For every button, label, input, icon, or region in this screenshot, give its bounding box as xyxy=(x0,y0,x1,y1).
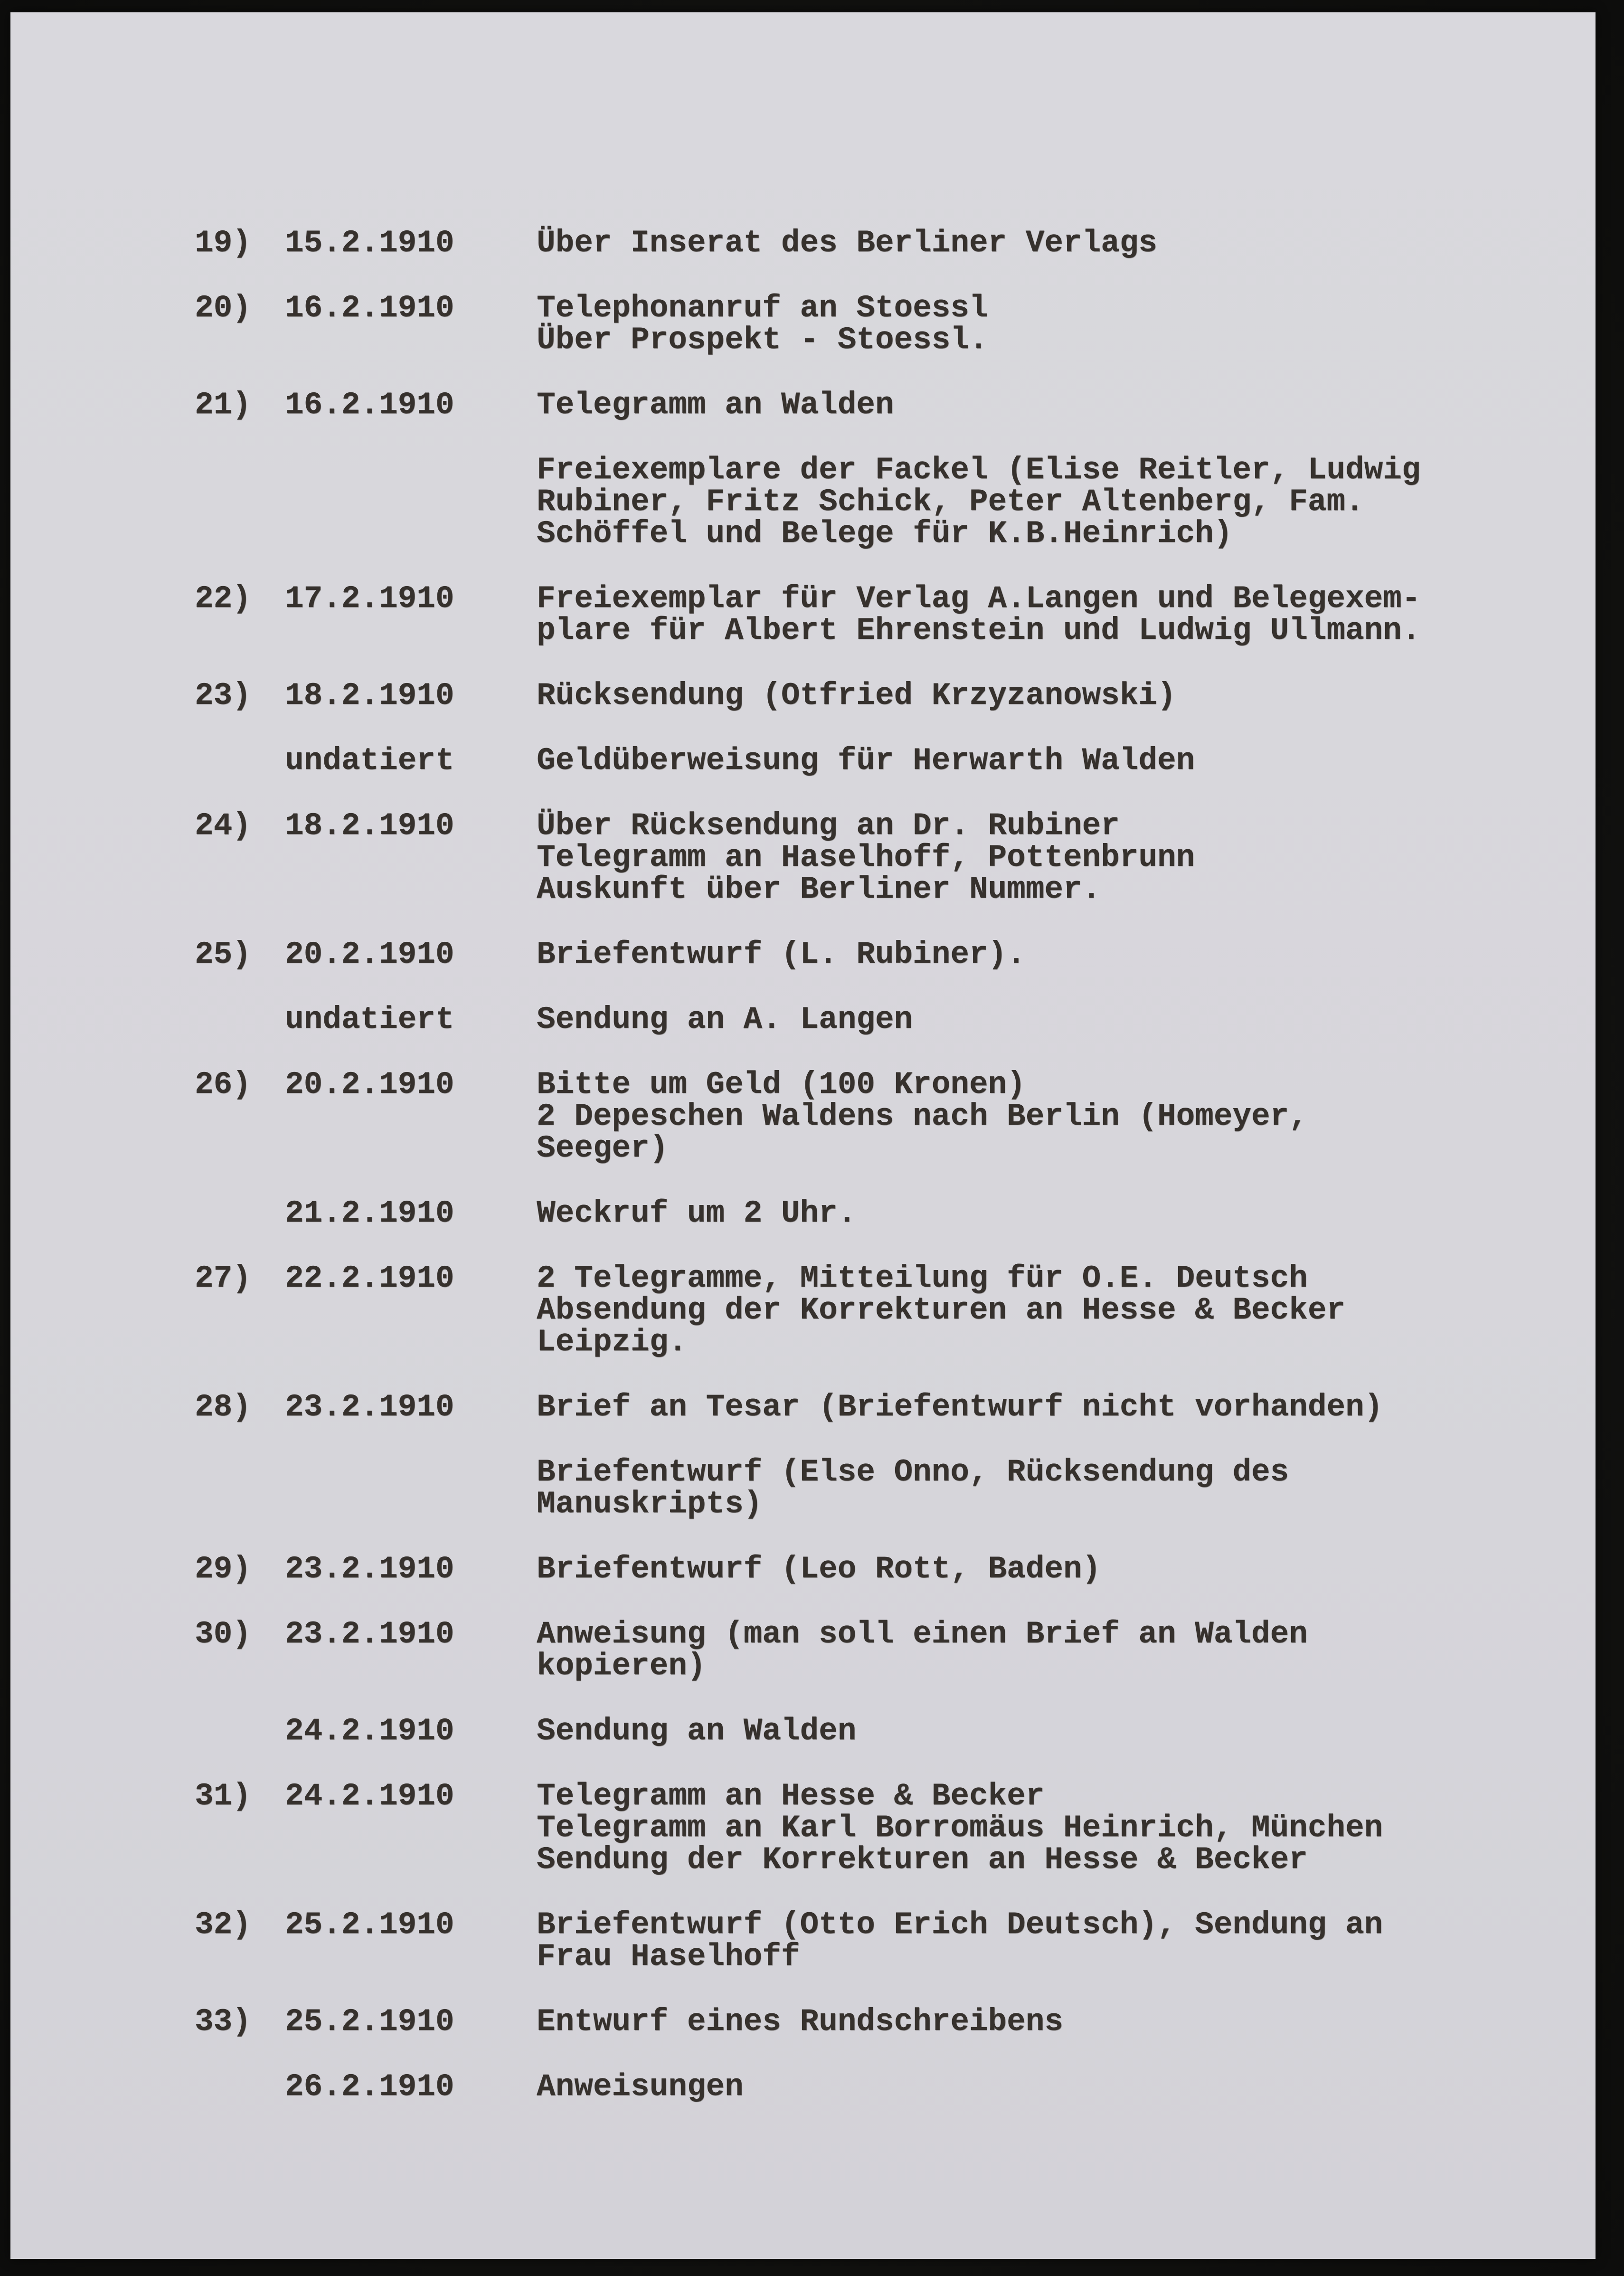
entry-description-line: Brief an Tesar (Briefentwurf nicht vorhanden) xyxy=(537,1389,1383,1425)
list-item xyxy=(195,1004,1539,1035)
entry-description-line: Weckruf um 2 Uhr. xyxy=(537,1195,857,1231)
entry-description-line: Telephonanruf an Stoessl xyxy=(537,290,988,326)
entry-description-line: Briefentwurf (Otto Erich Deutsch), Sendung an xyxy=(537,1907,1383,1943)
entry-description xyxy=(537,389,1539,421)
entry-description-line: Anweisung (man soll einen Brief an Walden xyxy=(537,1616,1308,1652)
entry-description-line: Briefentwurf (Leo Rott, Baden) xyxy=(537,1551,1101,1587)
entry-date: 20.2.1910 xyxy=(285,1067,454,1102)
entry-date: 15.2.1910 xyxy=(285,225,454,261)
entry-number: 27) xyxy=(195,1261,251,1296)
list-item xyxy=(195,1780,1539,1876)
entry-description xyxy=(537,1069,1539,1164)
entry-description-line: Frau Haselhoff xyxy=(537,1939,800,1974)
entry-description-line: kopieren) xyxy=(537,1648,706,1684)
list-item xyxy=(195,454,1539,550)
entry-description-line: 2 Depeschen Waldens nach Berlin (Homeyer, xyxy=(537,1099,1308,1134)
entry-description-line: Entwurf eines Rundschreibens xyxy=(537,2004,1063,2039)
entry-description-line: Geldüberweisung für Herwarth Walden xyxy=(537,743,1195,778)
entry-description xyxy=(537,292,1539,356)
entry-description-line: Bitte um Geld (100 Kronen) xyxy=(537,1067,1026,1102)
entry-description xyxy=(537,1780,1539,1876)
entry-date: 22.2.1910 xyxy=(285,1261,454,1296)
entry-description xyxy=(537,1391,1539,1423)
entry-description xyxy=(537,227,1539,259)
list-item xyxy=(195,745,1539,777)
entry-number: 25) xyxy=(195,937,251,972)
entry-date: 20.2.1910 xyxy=(285,937,454,972)
entry-number: 21) xyxy=(195,387,251,423)
entry-number: 30) xyxy=(195,1616,251,1652)
entry-date: 21.2.1910 xyxy=(285,1195,454,1231)
entry-description-line: Über Rücksendung an Dr. Rubiner xyxy=(537,808,1120,844)
entry-number: 32) xyxy=(195,1907,251,1943)
entry-description xyxy=(537,939,1539,970)
entry-number: 26) xyxy=(195,1067,251,1102)
list-item xyxy=(195,389,1539,421)
list-item xyxy=(195,680,1539,711)
entry-date: 16.2.1910 xyxy=(285,387,454,423)
entry-date: 23.2.1910 xyxy=(285,1616,454,1652)
entry-description xyxy=(537,2071,1539,2103)
entry-date: 24.2.1910 xyxy=(285,1713,454,1749)
entry-description-line: Absendung der Korrekturen an Hesse & Becker xyxy=(537,1292,1346,1328)
list-item xyxy=(195,1262,1539,1358)
list-item xyxy=(195,939,1539,970)
entry-description-line: Über Prospekt - Stoessl. xyxy=(537,322,988,358)
entry-description-line: Anweisungen xyxy=(537,2069,744,2105)
entry-description-line: Leipzig. xyxy=(537,1324,687,1360)
entry-date: 17.2.1910 xyxy=(285,581,454,616)
entry-date: 16.2.1910 xyxy=(285,290,454,326)
entry-description xyxy=(537,1262,1539,1358)
entry-date: 18.2.1910 xyxy=(285,808,454,844)
entry-number: 23) xyxy=(195,678,251,713)
entry-description-line: Telegramm an Walden xyxy=(537,387,894,423)
entry-number: 22) xyxy=(195,581,251,616)
entry-number: 31) xyxy=(195,1778,251,1814)
entry-number: 20) xyxy=(195,290,251,326)
entry-date: 25.2.1910 xyxy=(285,2004,454,2039)
entry-description xyxy=(537,454,1539,550)
entry-number: 29) xyxy=(195,1551,251,1587)
entry-description xyxy=(537,1909,1539,1973)
list-item xyxy=(195,1909,1539,1973)
entry-date: 26.2.1910 xyxy=(285,2069,454,2105)
list-item xyxy=(195,2071,1539,2103)
entry-description-line: Telegramm an Karl Borromäus Heinrich, München xyxy=(537,1810,1383,1846)
entry-date: undatiert xyxy=(285,743,454,778)
list-item xyxy=(195,1618,1539,1682)
entry-date: 25.2.1910 xyxy=(285,1907,454,1943)
entry-description xyxy=(537,680,1539,711)
entry-description-line: Rubiner, Fritz Schick, Peter Altenberg, Fam. xyxy=(537,484,1364,520)
entry-description xyxy=(537,810,1539,905)
entry-date: undatiert xyxy=(285,1002,454,1037)
entry-number: 28) xyxy=(195,1389,251,1425)
entry-description xyxy=(537,2006,1539,2038)
entry-description-line: Sendung der Korrekturen an Hesse & Becker xyxy=(537,1842,1308,1878)
list-item xyxy=(195,1069,1539,1164)
entry-description-line: Sendung an A. Langen xyxy=(537,1002,913,1037)
entry-date: 24.2.1910 xyxy=(285,1778,454,1814)
list-item xyxy=(195,810,1539,905)
entry-description xyxy=(537,1715,1539,1747)
entry-list xyxy=(195,227,1539,2136)
entry-description-line: Auskunft über Berliner Nummer. xyxy=(537,872,1101,907)
entry-description-line: Schöffel und Belege für K.B.Heinrich) xyxy=(537,516,1233,551)
list-item xyxy=(195,583,1539,646)
entry-number: 19) xyxy=(195,225,251,261)
document-page xyxy=(10,12,1596,2259)
entry-number: 33) xyxy=(195,2004,251,2039)
entry-date: 23.2.1910 xyxy=(285,1389,454,1425)
entry-description-line: Freiexemplar für Verlag A.Langen und Belegexem- xyxy=(537,581,1421,616)
entry-description-line: Sendung an Walden xyxy=(537,1713,857,1749)
list-item xyxy=(195,1456,1539,1520)
list-item xyxy=(195,1391,1539,1423)
entry-description-line: Manuskripts) xyxy=(537,1486,763,1522)
list-item xyxy=(195,292,1539,356)
entry-date: 18.2.1910 xyxy=(285,678,454,713)
entry-description-line: Briefentwurf (Else Onno, Rücksendung des xyxy=(537,1454,1289,1490)
list-item xyxy=(195,1197,1539,1229)
entry-description xyxy=(537,1618,1539,1682)
entry-description-line: Briefentwurf (L. Rubiner). xyxy=(537,937,1026,972)
entry-description xyxy=(537,1197,1539,1229)
entry-description xyxy=(537,583,1539,646)
entry-description xyxy=(537,745,1539,777)
entry-description-line: Freiexemplare der Fackel (Elise Reitler, Ludwig xyxy=(537,452,1421,488)
entry-description-line: Rücksendung (Otfried Krzyzanowski) xyxy=(537,678,1176,713)
entry-description-line: Über Inserat des Berliner Verlags xyxy=(537,225,1158,261)
entry-description-line: Telegramm an Haselhoff, Pottenbrunn xyxy=(537,840,1195,875)
entry-description-line: 2 Telegramme, Mitteilung für O.E. Deutsch xyxy=(537,1261,1308,1296)
entry-description-line: plare für Albert Ehrenstein und Ludwig Ullmann. xyxy=(537,613,1421,648)
entry-description xyxy=(537,1553,1539,1585)
list-item xyxy=(195,2006,1539,2038)
list-item xyxy=(195,1715,1539,1747)
list-item xyxy=(195,1553,1539,1585)
entry-description xyxy=(537,1004,1539,1035)
entry-date: 23.2.1910 xyxy=(285,1551,454,1587)
list-item xyxy=(195,227,1539,259)
entry-description xyxy=(537,1456,1539,1520)
entry-description-line: Seeger) xyxy=(537,1130,669,1166)
entry-number: 24) xyxy=(195,808,251,844)
entry-description-line: Telegramm an Hesse & Becker xyxy=(537,1778,1045,1814)
